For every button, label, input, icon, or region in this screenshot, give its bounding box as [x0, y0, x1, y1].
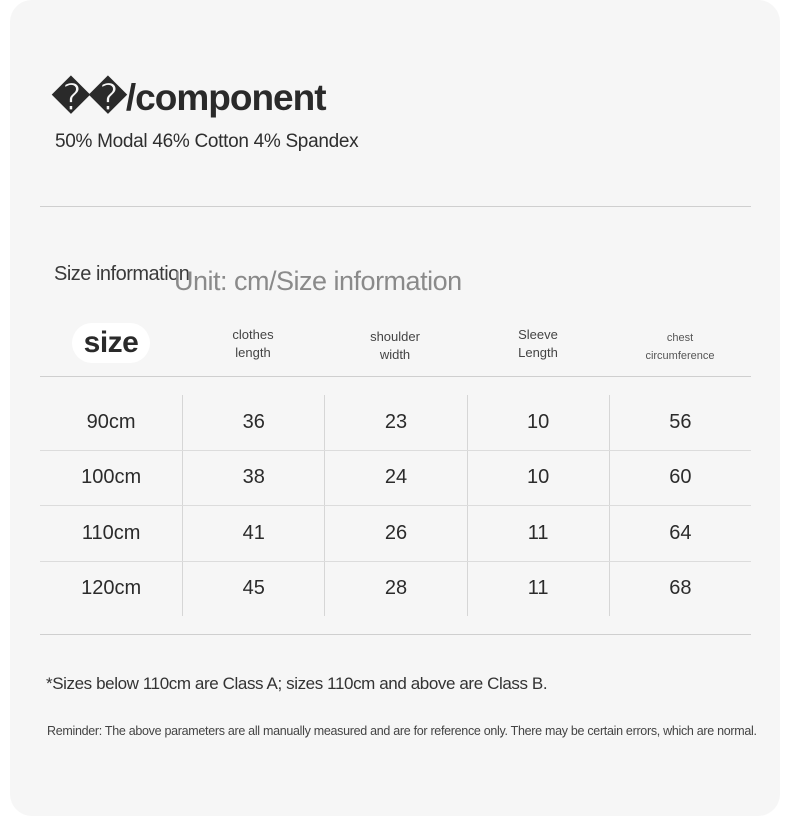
cell-sleeve-length: 11	[467, 506, 609, 561]
header-chest-line1: chest	[666, 332, 694, 344]
header-chest-circumference	[609, 329, 751, 365]
cell-clothes-length: 38	[182, 451, 324, 506]
unit-label: Unit: cm/Size information	[174, 266, 462, 296]
page-title: ��/component	[52, 77, 326, 118]
header-shoulder-width-line1: shoulder	[370, 329, 420, 344]
cell-sleeve-length: 10	[467, 451, 609, 506]
size-info-label: Size information	[54, 263, 190, 285]
header-clothes-length	[182, 326, 324, 362]
table-row	[40, 506, 751, 562]
size-table	[40, 395, 751, 616]
header-chest-line2: circumference	[645, 350, 715, 362]
cell-shoulder-width: 23	[324, 395, 466, 450]
cell-clothes-length: 36	[182, 395, 324, 450]
cell-shoulder-width: 28	[324, 562, 466, 617]
cell-clothes-length: 41	[182, 506, 324, 561]
table-row	[40, 562, 751, 617]
cell-shoulder-width: 24	[324, 451, 466, 506]
header-clothes-length-line2: length	[235, 345, 271, 360]
header-shoulder-width-line2: width	[379, 347, 411, 362]
table-row	[40, 451, 751, 507]
header-sleeve-length	[467, 326, 609, 362]
header-size: size	[72, 323, 150, 363]
table-row	[40, 395, 751, 451]
header-sleeve-length-line2: Length	[518, 345, 558, 360]
table-bottom-divider	[40, 634, 751, 635]
material-composition: 50% Modal 46% Cotton 4% Spandex	[55, 131, 359, 152]
section-divider	[40, 206, 751, 207]
cell-clothes-length: 45	[182, 562, 324, 617]
cell-chest: 64	[609, 506, 751, 561]
cell-size: 100cm	[81, 466, 142, 489]
header-clothes-length-line1: clothes	[232, 327, 274, 342]
cell-size: 90cm	[86, 410, 136, 433]
cell-sleeve-length: 11	[467, 562, 609, 617]
reminder-text: Reminder: The above parameters are all manually measured and are for reference only. There may be certain errors, which are normal.	[47, 724, 757, 738]
cell-shoulder-width: 26	[324, 506, 466, 561]
cell-size: 110cm	[81, 521, 141, 544]
cell-chest: 68	[609, 562, 751, 617]
header-sleeve-length-line1: Sleeve	[518, 327, 558, 342]
cell-chest: 56	[609, 395, 751, 450]
cell-sleeve-length: 10	[467, 395, 609, 450]
class-note: *Sizes below 110cm are Class A; sizes 110cm and above are Class B.	[46, 674, 548, 693]
header-divider	[40, 376, 751, 377]
header-shoulder-width	[324, 328, 466, 364]
cell-size: 120cm	[81, 577, 142, 600]
cell-chest: 60	[609, 451, 751, 506]
